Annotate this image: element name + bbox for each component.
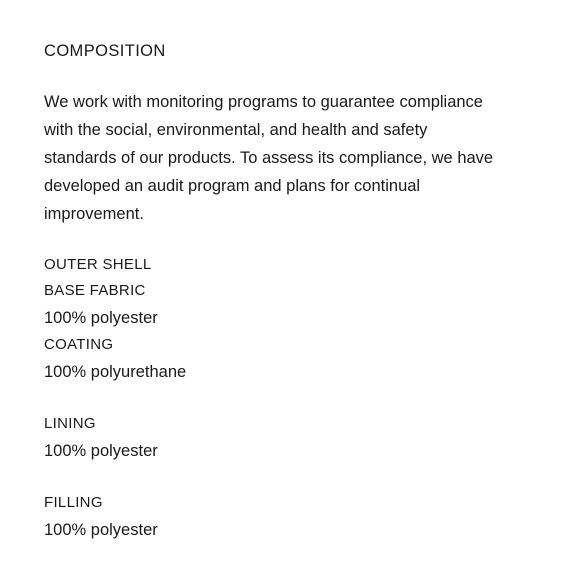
coating-value: 100% polyurethane [44,363,187,381]
description-line: improvement. [44,205,144,223]
filling-value: 100% polyester [44,521,158,539]
base-fabric-label: BASE FABRIC [44,282,146,299]
lining-value: 100% polyester [44,442,158,460]
outer-shell-label: OUTER SHELL [44,256,152,273]
description-line: standards of our products. To assess its compliance, we have [44,149,494,167]
description-line: developed an audit program and plans for continual [44,177,421,195]
description-line: We work with monitoring programs to guarantee compliance [44,93,483,111]
base-fabric-value: 100% polyester [44,309,158,327]
coating-label: COATING [44,336,114,353]
composition-description [44,88,544,228]
lining-label: LINING [44,415,96,432]
filling-label: FILLING [44,494,103,511]
section-title: COMPOSITION [44,42,166,60]
description-line: with the social, environmental, and health and safety [44,121,428,139]
